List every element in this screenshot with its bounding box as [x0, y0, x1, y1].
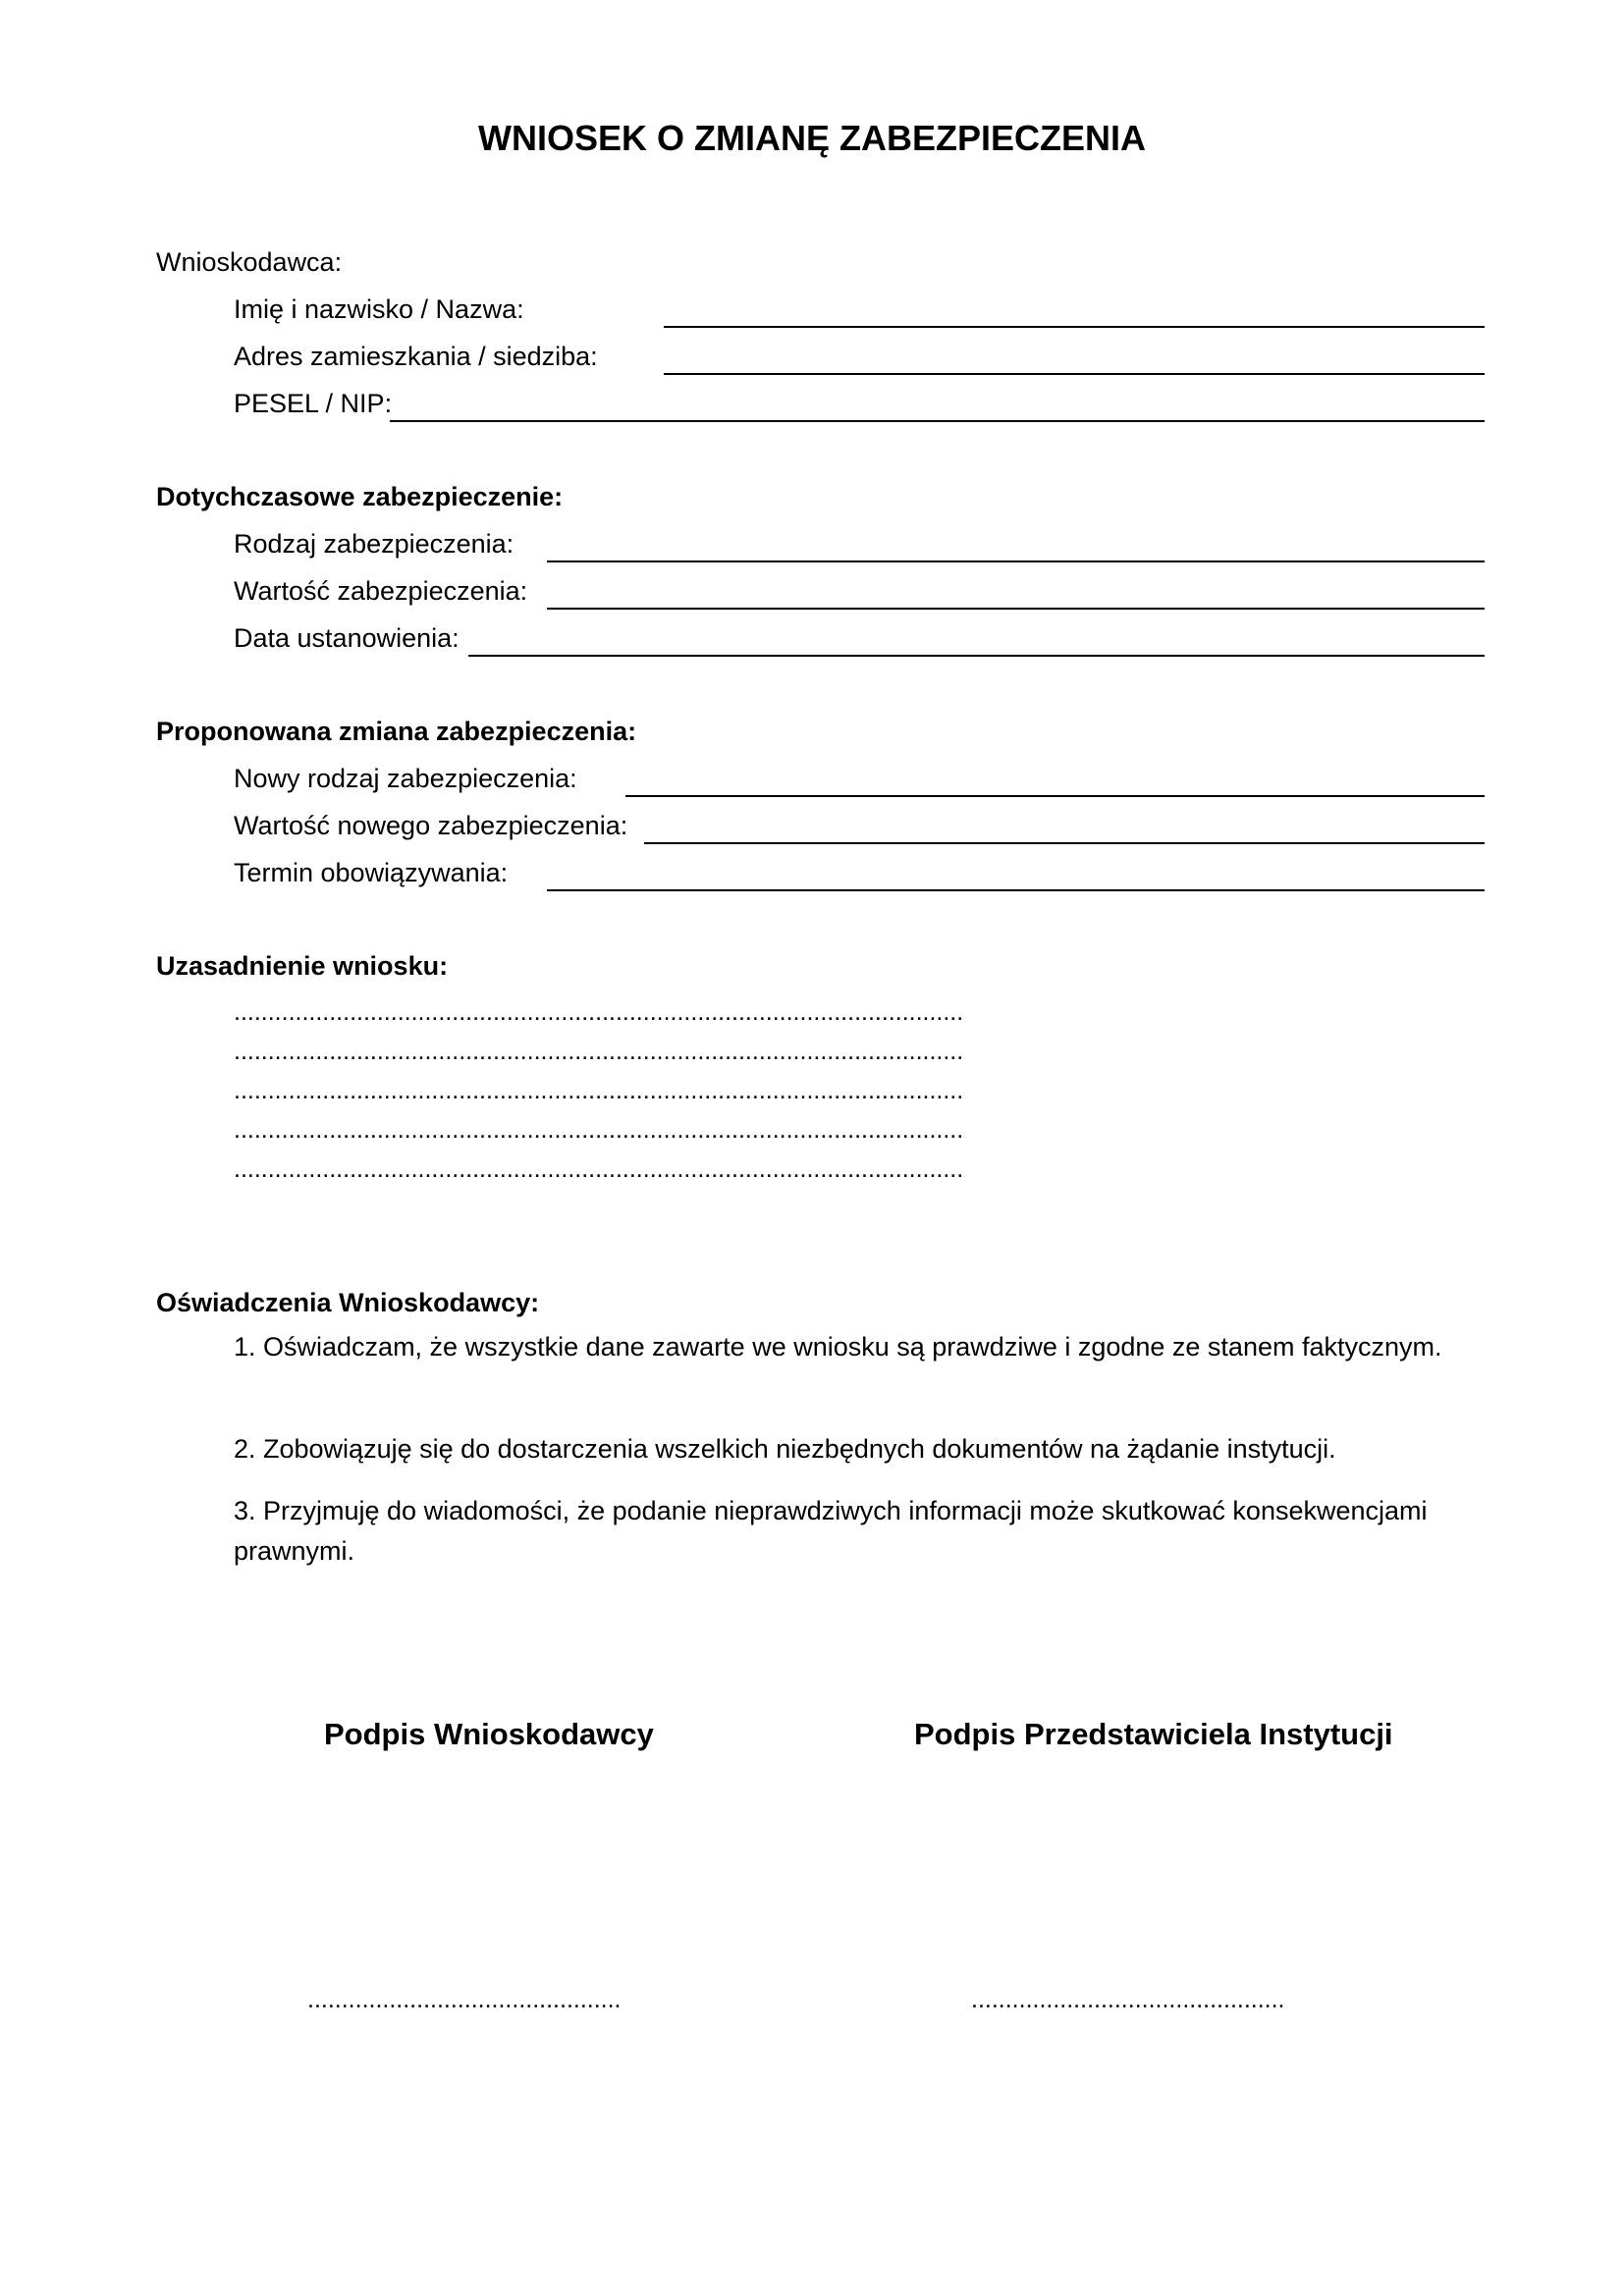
applicant-heading: Wnioskodawca: [156, 247, 343, 277]
statement-item: 2. Zobowiązuję się do dostarczenia wszelkich niezbędnych dokumentów na żądanie instytucji. [234, 1434, 1336, 1464]
institution-signature-heading: Podpis Przedstawiciela Instytucji [914, 1717, 1393, 1751]
pesel-nip-field-line[interactable] [390, 420, 1485, 422]
establishment-date-field-line[interactable] [468, 655, 1485, 657]
document-title: WNIOSEK O ZMIANĘ ZABEZPIECZENIA [477, 118, 1146, 158]
address-field-line[interactable] [664, 373, 1485, 375]
validity-term-label: Termin obowiązywania: [234, 858, 509, 887]
institution-signature-line[interactable]: .............................................. [971, 1986, 1285, 2013]
justification-dot-line[interactable]: ........................................................................................................... [234, 1038, 964, 1065]
security-value-label: Wartość zabezpieczenia: [234, 576, 528, 606]
applicant-signature-line[interactable]: .............................................. [307, 1986, 622, 2013]
new-security-type-label: Nowy rodzaj zabezpieczenia: [234, 764, 577, 793]
current-security-heading: Dotychczasowe zabezpieczenie: [156, 482, 564, 511]
statements-heading: Oświadczenia Wnioskodawcy: [156, 1288, 540, 1317]
new-security-value-label: Wartość nowego zabezpieczenia: [234, 811, 628, 840]
justification-heading: Uzasadnienie wniosku: [156, 951, 449, 981]
name-field-line[interactable] [664, 326, 1485, 328]
new-security-value-field-line[interactable] [644, 842, 1485, 844]
statement-item: 3. Przyjmuję do wiadomości, że podanie nieprawdziwych informacji może skutkować konsekwencjami prawnymi. [234, 1496, 1428, 1566]
security-type-label: Rodzaj zabezpieczenia: [234, 529, 514, 559]
justification-dot-line[interactable]: ........................................................................................................... [234, 998, 964, 1026]
justification-dot-line[interactable]: ........................................................................................................... [234, 1077, 964, 1104]
proposed-change-heading: Proponowana zmiana zabezpieczenia: [156, 717, 637, 746]
security-value-field-line[interactable] [547, 608, 1485, 610]
establishment-date-label: Data ustanowienia: [234, 623, 460, 653]
pesel-nip-label: PESEL / NIP: [234, 389, 393, 418]
address-label: Adres zamieszkania / siedziba: [234, 342, 598, 371]
justification-dot-line[interactable]: ........................................................................................................... [234, 1116, 964, 1144]
security-type-field-line[interactable] [547, 561, 1485, 562]
validity-term-field-line[interactable] [547, 889, 1485, 891]
justification-dot-line[interactable]: ........................................................................................................... [234, 1155, 964, 1183]
statement-item: 1. Oświadczam, że wszystkie dane zawarte we wniosku są prawdziwe i zgodne ze stanem faktycznym. [234, 1332, 1442, 1362]
applicant-signature-heading: Podpis Wnioskodawcy [324, 1717, 654, 1751]
name-label: Imię i nazwisko / Nazwa: [234, 294, 524, 324]
new-security-type-field-line[interactable] [625, 795, 1485, 797]
